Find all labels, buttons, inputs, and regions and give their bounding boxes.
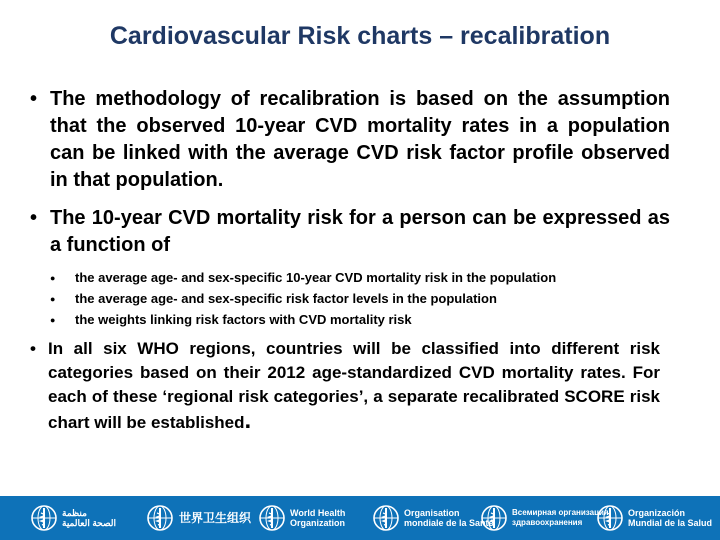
who-logo-french [372, 502, 494, 534]
bullet-methodology [30, 86, 670, 194]
logo-text: Всемирная организация здравоохранения [512, 508, 609, 527]
bullet-dot: • [30, 88, 38, 110]
bullet-dot: • [30, 339, 36, 358]
logo-text: Organisation mondiale de la Santé [404, 508, 494, 528]
sub-bullet-risk-factor-levels [50, 289, 650, 309]
sub-bullet-text: the average age- and sex-specific risk factor levels in the population [75, 291, 497, 306]
bullet-risk-function [30, 205, 670, 259]
sub-bullet-text: the weights linking risk factors with CVD mortality risk [75, 312, 412, 327]
sub-bullet-dot: ● [50, 315, 56, 325]
who-emblem-icon [30, 504, 58, 532]
who-emblem-icon [146, 504, 174, 532]
who-logo-english [258, 502, 345, 534]
bullet-text [30, 337, 660, 435]
bullet-text-body: In all six WHO regions, countries will be classified into different risk categories based on their 2012 age-standardized CVD mortality rates. For each of these ‘regional risk categories’, a separate recalibrated SCORE risk chart will be established [48, 339, 660, 432]
bullet-who-regions [30, 337, 660, 435]
who-emblem-icon [372, 504, 400, 532]
who-logo-chinese [146, 502, 251, 534]
who-emblem-icon [480, 504, 508, 532]
bullet-period: . [244, 407, 252, 434]
logo-text: World Health Organization [290, 508, 346, 528]
who-emblem-icon [596, 504, 624, 532]
logo-text: 世界卫生组织 [179, 511, 252, 525]
slide-title: Cardiovascular Risk charts – recalibration [109, 22, 611, 50]
logo-text: منظمة الصحة العالمية [62, 508, 116, 528]
bullet-dot: • [30, 207, 38, 229]
sub-bullet-dot: ● [50, 294, 56, 304]
who-footer-bar [0, 496, 720, 540]
sub-bullet-text: the average age- and sex-specific 10-year CVD mortality risk in the population [75, 270, 557, 285]
who-logo-arabic [30, 502, 116, 534]
sub-bullet-dot: ● [50, 273, 56, 283]
who-logo-russian [480, 502, 609, 534]
sub-bullet-weights [50, 310, 650, 330]
who-logo-spanish [596, 502, 712, 534]
logo-text: Organización Mundial de la Salud [628, 508, 713, 528]
who-emblem-icon [258, 504, 286, 532]
bullet-text: The methodology of recalibration is based on the assumption that the observed 10-year CVD mortality rates in a population can be linked with the average CVD risk factor profile observed in that population. [50, 88, 670, 191]
sub-bullet-average-risk [50, 268, 650, 288]
bullet-text: The 10-year CVD mortality risk for a person can be expressed as a function of [50, 207, 670, 256]
